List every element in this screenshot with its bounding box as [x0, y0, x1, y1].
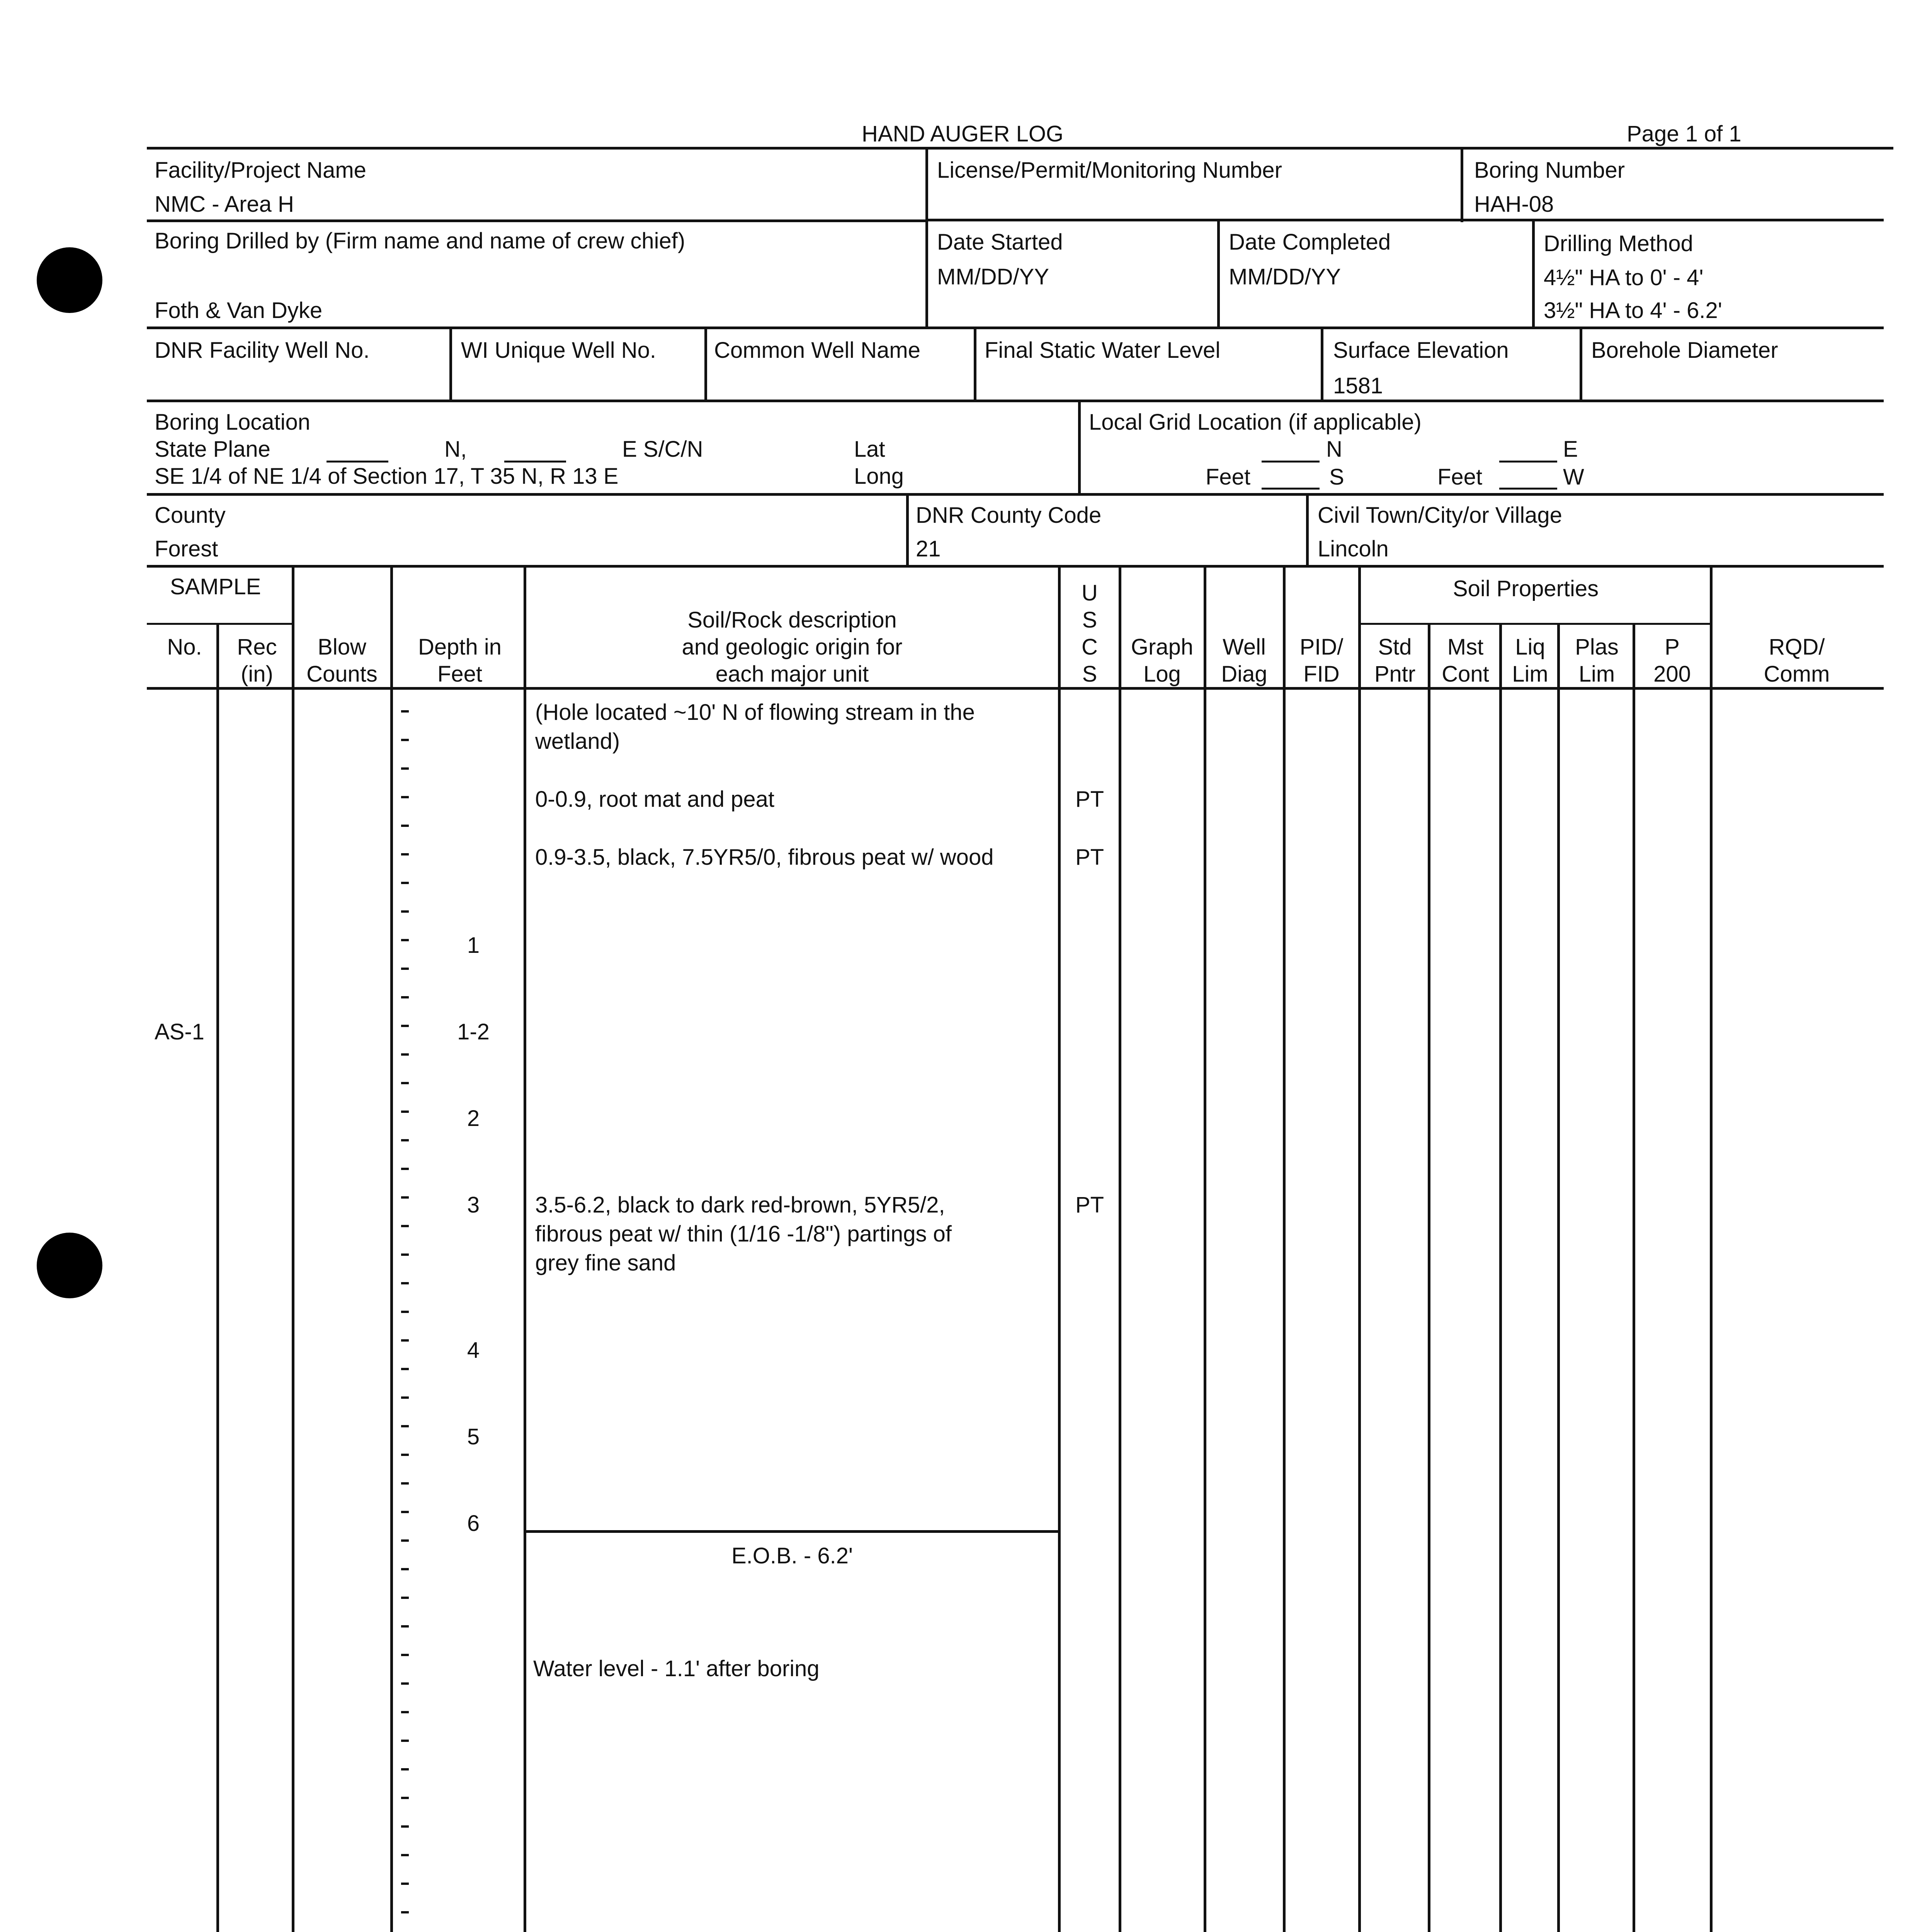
county-label: County [155, 503, 226, 528]
unit-3-description-3: grey fine sand [535, 1250, 676, 1276]
rule [974, 327, 976, 400]
dnr-well-label: DNR Facility Well No. [155, 338, 370, 363]
unit-2-description: 0.9-3.5, black, 7.5YR5/0, fibrous peat w/ wood [535, 845, 994, 870]
depth-label: 1-2 [457, 1019, 490, 1044]
col-rec-1: Rec [237, 634, 277, 660]
blank-line [1499, 461, 1557, 463]
rule [1532, 219, 1535, 327]
rule [906, 493, 909, 566]
col-uscs-u: U [1082, 580, 1098, 605]
drilled-by-label: Boring Drilled by (Firm name and name of crew chief) [155, 228, 685, 253]
dnr-county-value: 21 [916, 536, 941, 561]
boring-location-label: Boring Location [155, 410, 311, 435]
dnr-county-label: DNR County Code [916, 503, 1102, 528]
rule [1580, 327, 1582, 400]
note-line-1: (Hole located ~10' N of flowing stream in the [535, 700, 975, 725]
col-graph-1: Graph [1131, 634, 1194, 660]
rule [1283, 565, 1286, 1932]
depth-label: 4 [467, 1338, 480, 1363]
rule [1461, 147, 1463, 222]
depth-label: 3 [467, 1192, 480, 1218]
note-line-2: wetland) [535, 729, 620, 754]
feet-2: Feet [1437, 464, 1483, 490]
boring-number-label: Boring Number [1474, 158, 1625, 183]
col-uscs-s2: S [1082, 662, 1097, 687]
rule [147, 687, 1884, 690]
col-no: No. [167, 634, 202, 660]
rule [925, 147, 928, 222]
boring-number-value: HAH-08 [1474, 192, 1554, 217]
rule [1078, 400, 1081, 494]
civil-town-label: Civil Town/City/or Village [1318, 503, 1562, 528]
depth-label: 2 [467, 1106, 480, 1131]
local-grid-label: Local Grid Location (if applicable) [1089, 410, 1422, 435]
grid-s: S [1329, 464, 1344, 490]
n-label: N, [444, 437, 467, 462]
col-pid-2: FID [1303, 662, 1340, 687]
col-plas-1: Plas [1575, 634, 1619, 660]
col-uscs-s1: S [1082, 607, 1097, 633]
col-rec-2: (in) [241, 662, 273, 687]
blank-line [1262, 488, 1320, 490]
blank-line [327, 461, 388, 463]
depth-label: 5 [467, 1424, 480, 1449]
rule [390, 565, 393, 1932]
rule [1358, 565, 1361, 1932]
civil-town-value: Lincoln [1318, 536, 1389, 561]
rule [1119, 565, 1121, 1932]
col-std-2: Pntr [1374, 662, 1416, 687]
county-value: Forest [155, 536, 218, 561]
long-label: Long [854, 464, 904, 489]
col-blow-1: Blow [318, 634, 366, 660]
drilling-method-line1: 4½" HA to 0' - 4' [1544, 265, 1704, 290]
water-level-note: Water level - 1.1' after boring [533, 1656, 820, 1681]
page-number: Page 1 of 1 [1627, 121, 1742, 146]
rule [147, 327, 1884, 329]
license-label: License/Permit/Monitoring Number [937, 158, 1282, 183]
rule [147, 493, 1884, 496]
col-depth-1: Depth in [418, 634, 502, 660]
drilling-method-line2: 3½" HA to 4' - 6.2' [1544, 298, 1722, 323]
rule [1499, 623, 1502, 1932]
col-liq-2: Lim [1512, 662, 1548, 687]
end-of-boring-line [524, 1530, 1061, 1533]
col-pid-1: PID/ [1299, 634, 1344, 660]
wi-unique-label: WI Unique Well No. [461, 338, 656, 363]
col-graph-2: Log [1143, 662, 1181, 687]
borehole-diam-label: Borehole Diameter [1591, 338, 1778, 363]
surface-elev-label: Surface Elevation [1333, 338, 1509, 363]
date-started-value: MM/DD/YY [937, 264, 1049, 289]
unit-3-uscs: PT [1075, 1192, 1104, 1218]
col-p200-2: 200 [1653, 662, 1691, 687]
esc-label: E S/C/N [622, 437, 703, 462]
rule [147, 623, 294, 625]
depth-label: 1 [467, 933, 480, 958]
col-well-2: Diag [1221, 662, 1267, 687]
date-started-label: Date Started [937, 230, 1063, 255]
rule [925, 219, 1884, 221]
rule [1306, 493, 1309, 566]
col-desc-3: each major unit [715, 662, 869, 687]
drilling-method-label: Drilling Method [1544, 231, 1693, 256]
form-title: HAND AUGER LOG [862, 121, 1064, 146]
col-desc-1: Soil/Rock description [687, 607, 897, 633]
common-well-label: Common Well Name [714, 338, 920, 363]
col-depth-2: Feet [437, 662, 483, 687]
col-soil-properties: Soil Properties [1453, 576, 1599, 601]
rule [1358, 623, 1710, 625]
rule [1710, 565, 1713, 1932]
drilled-by-value: Foth & Van Dyke [155, 298, 323, 323]
unit-1-uscs: PT [1075, 787, 1104, 812]
grid-w: W [1563, 464, 1584, 490]
col-blow-2: Counts [306, 662, 378, 687]
col-well-1: Well [1223, 634, 1266, 660]
sample-number: AS-1 [155, 1019, 204, 1044]
feet-1: Feet [1206, 464, 1251, 490]
col-plas-2: Lim [1578, 662, 1615, 687]
col-desc-2: and geologic origin for [682, 634, 903, 660]
rule [147, 147, 1893, 150]
rule [925, 219, 928, 327]
col-p200-1: P [1665, 634, 1680, 660]
rule [1321, 327, 1323, 400]
date-completed-label: Date Completed [1229, 230, 1391, 255]
rule [1058, 565, 1061, 1932]
unit-2-uscs: PT [1075, 845, 1104, 870]
punch-hole-top [37, 247, 102, 313]
col-liq-1: Liq [1515, 634, 1545, 660]
section-line: SE 1/4 of NE 1/4 of Section 17, T 35 N, R 13 E [155, 464, 619, 489]
grid-n: N [1326, 437, 1342, 462]
date-completed-value: MM/DD/YY [1229, 264, 1341, 289]
unit-3-description-2: fibrous peat w/ thin (1/16 -1/8") partings of [535, 1221, 952, 1247]
rule [1217, 219, 1220, 327]
rule [1557, 623, 1560, 1932]
col-mst-2: Cont [1442, 662, 1489, 687]
facility-value: NMC - Area H [155, 192, 294, 217]
col-rqd-2: Comm [1764, 662, 1830, 687]
col-rqd-1: RQD/ [1769, 634, 1825, 660]
rule [292, 565, 294, 1932]
static-water-label: Final Static Water Level [985, 338, 1221, 363]
rule [704, 327, 707, 400]
rule [1428, 623, 1430, 1932]
rule [216, 623, 219, 1932]
rule [147, 219, 927, 222]
depth-label: 6 [467, 1511, 480, 1536]
col-uscs-c: C [1082, 634, 1098, 660]
unit-3-description-1: 3.5-6.2, black to dark red-brown, 5YR5/2, [535, 1192, 945, 1218]
punch-hole-middle [37, 1233, 102, 1298]
facility-label: Facility/Project Name [155, 158, 366, 183]
lat-label: Lat [854, 437, 885, 462]
grid-e: E [1563, 437, 1578, 462]
rule [1633, 623, 1635, 1932]
rule [449, 327, 452, 400]
rule [147, 565, 1884, 568]
col-sample: SAMPLE [170, 574, 261, 599]
blank-line [1262, 461, 1320, 463]
rule [524, 565, 526, 1932]
col-mst-1: Mst [1447, 634, 1484, 660]
surface-elev-value: 1581 [1333, 373, 1383, 398]
rule [147, 400, 1884, 402]
end-of-boring: E.O.B. - 6.2' [731, 1543, 853, 1568]
state-plane-label: State Plane [155, 437, 270, 462]
blank-line [1499, 488, 1557, 490]
blank-line [504, 461, 566, 463]
col-std-1: Std [1378, 634, 1412, 660]
unit-1-description: 0-0.9, root mat and peat [535, 787, 775, 812]
rule [1204, 565, 1206, 1932]
